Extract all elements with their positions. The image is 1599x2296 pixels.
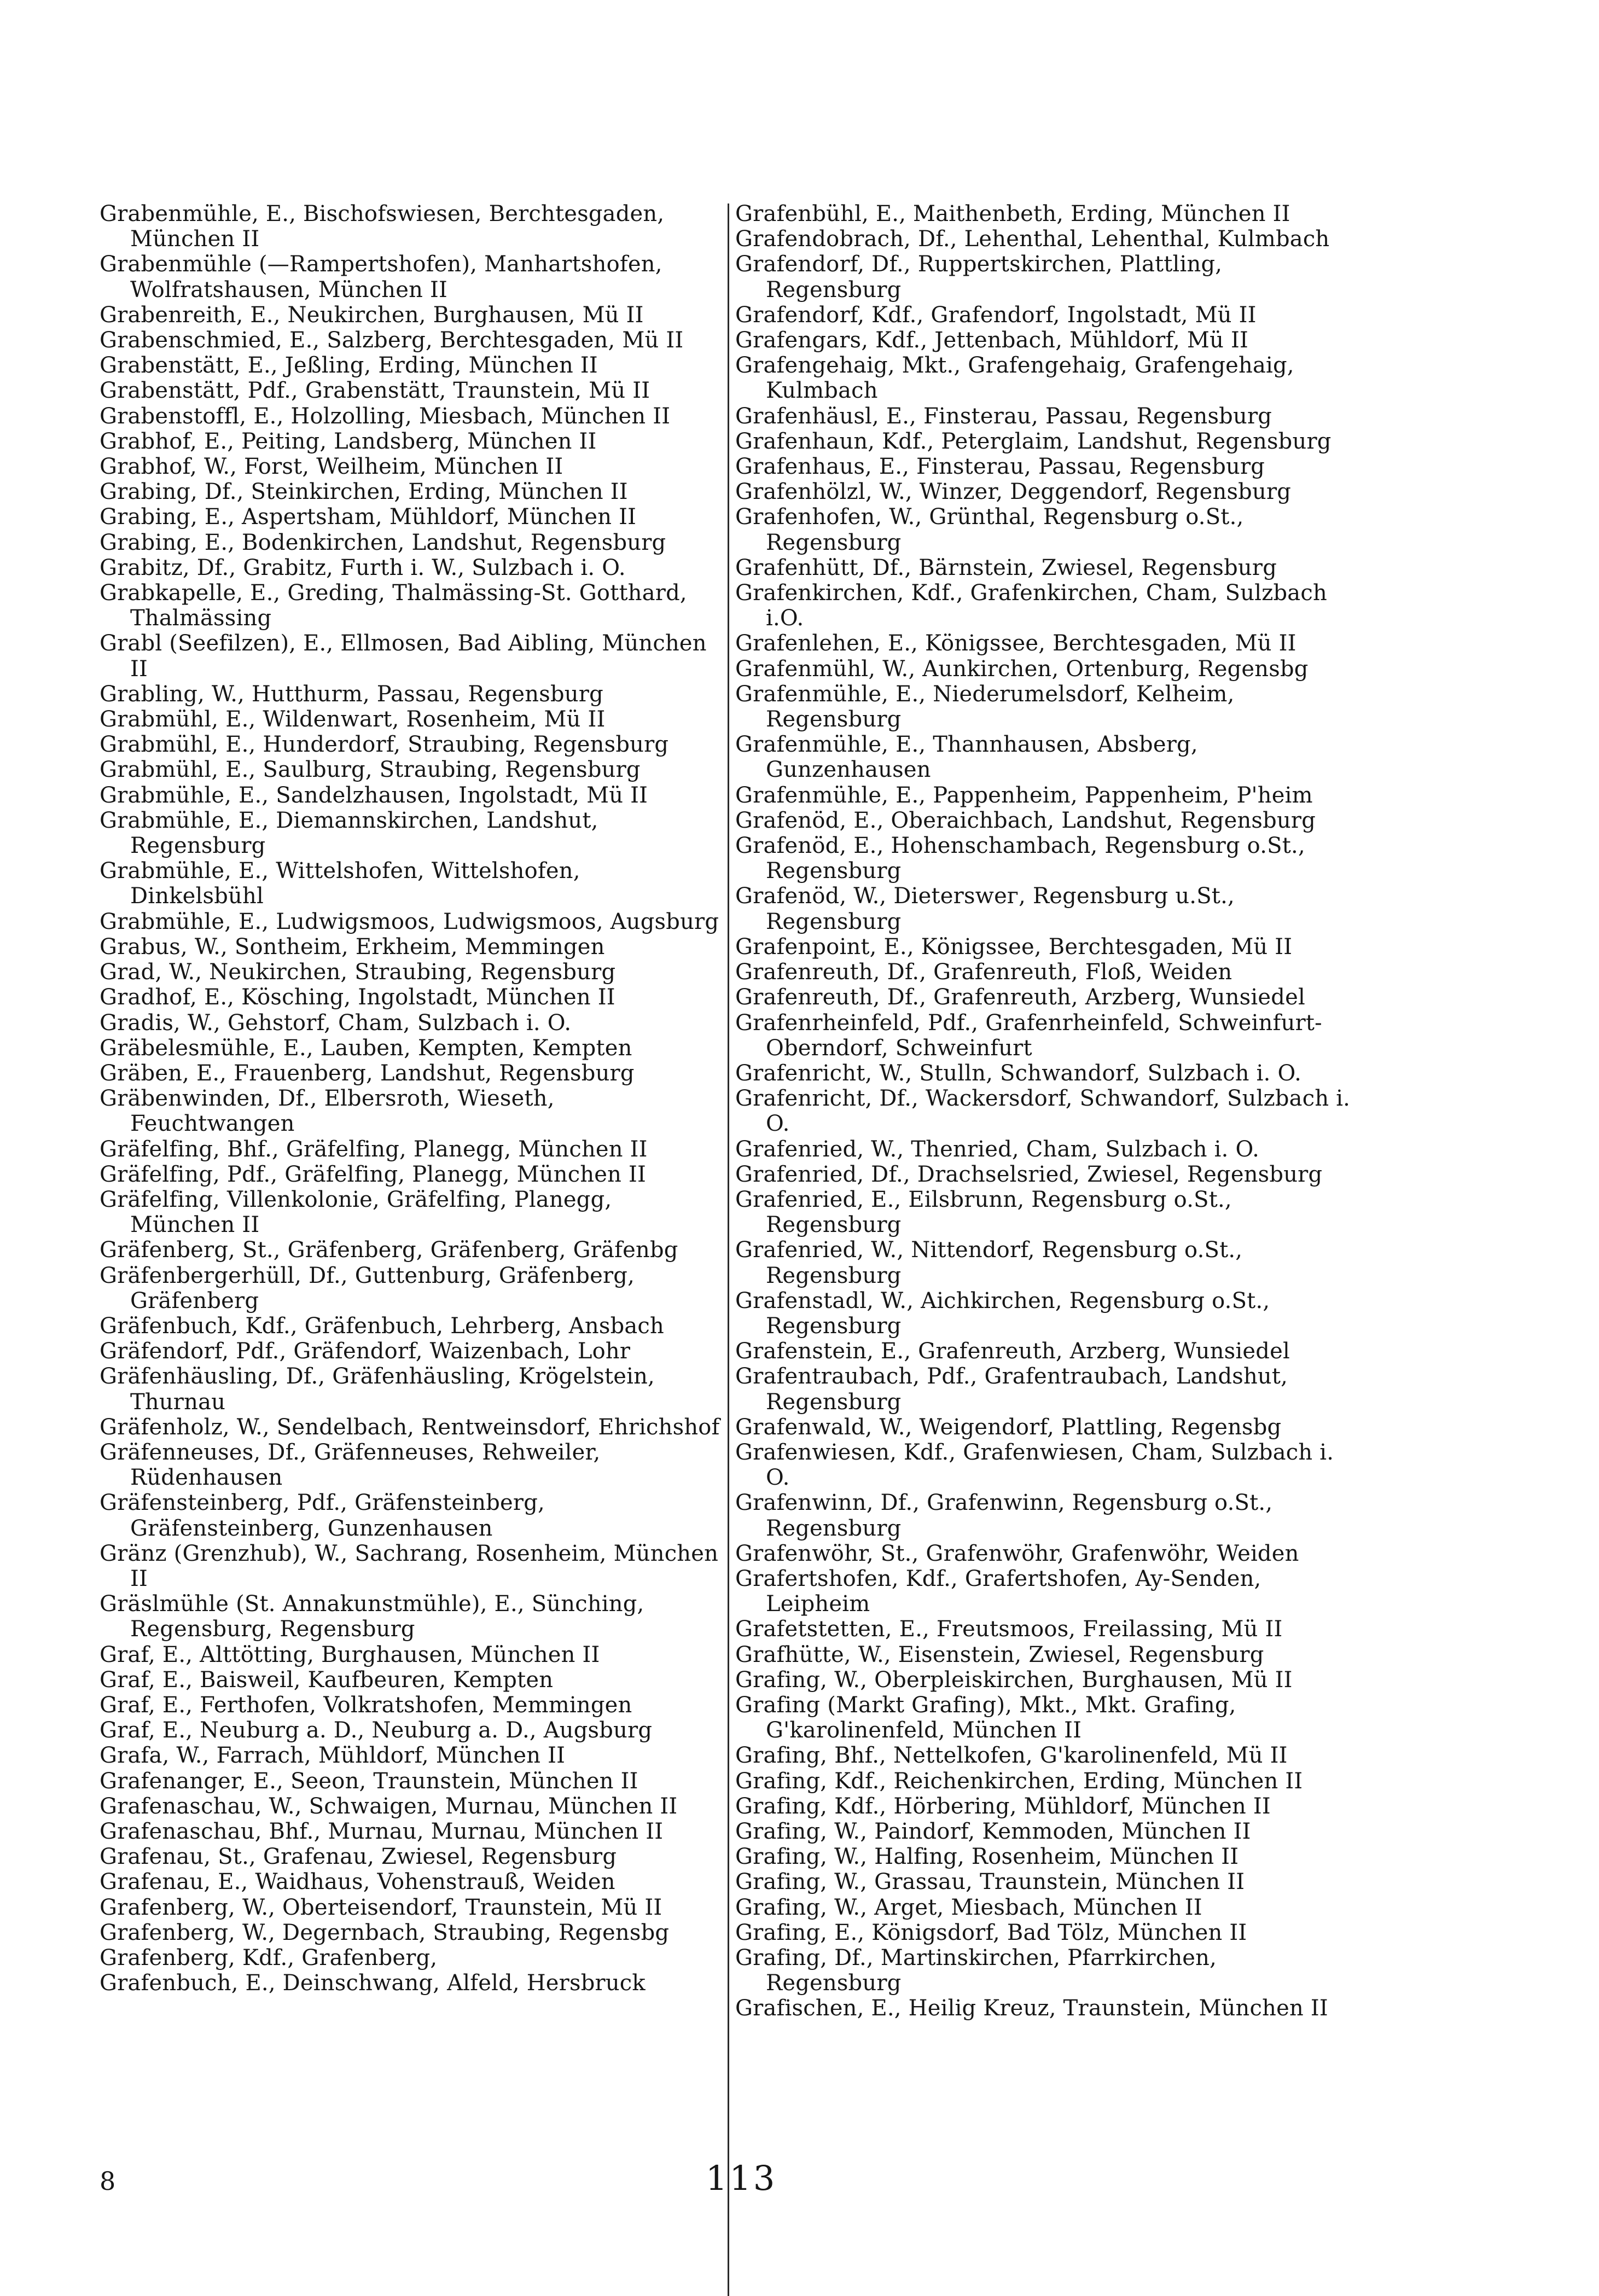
- place-entry: Gräben, E., Frauenberg, Landshut, Regensburg: [100, 1060, 635, 1086]
- place-entry: Grafenaschau, Bhf., Murnau, Murnau, München II: [100, 1819, 664, 1844]
- place-entry: Grabus, W., Sontheim, Erkheim, Memmingen: [100, 934, 605, 960]
- place-entry: Grabmühle, E., Sandelzhausen, Ingolstadt, Mü II: [100, 782, 648, 808]
- place-entry: Grafenried, Df., Drachselsried, Zwiesel, Regensburg: [735, 1161, 1323, 1187]
- place-entry: Grafenöd, W., Dieterswег, Regensburg u.St., Regensburg: [735, 883, 1235, 934]
- place-entry: Grafing, Kdf., Reichenkirchen, Erding, München II: [735, 1768, 1303, 1794]
- place-entry: Grafing, W., Paindorf, Kemmoden, München II: [735, 1819, 1251, 1844]
- place-entry: Grabhof, E., Peiting, Landsberg, München II: [100, 428, 597, 454]
- place-entry: Grafenöd, E., Oberaichbach, Landshut, Regensburg: [735, 807, 1316, 833]
- place-entry: Grabenreith, E., Neukirchen, Burghausen, Mü II: [100, 302, 644, 328]
- place-entry: Grabl (Seefilzen), E., Ellmosen, Bad Aibling, München II: [100, 631, 707, 682]
- place-entry: Grafenhofen, W., Grünthal, Regensburg o.St., Regensburg: [735, 504, 1244, 555]
- place-entry: Grabenschmied, E., Salzberg, Berchtesgaden, Mü II: [100, 328, 684, 353]
- column-divider: [728, 204, 729, 2296]
- place-entry: Grad, W., Neukirchen, Straubing, Regensburg: [100, 960, 616, 985]
- place-entry: Grafing, E., Königsdorf, Bad Tölz, München II: [735, 1920, 1247, 1945]
- place-entry: Grafenberg, Kdf., Grafenberg,: [100, 1945, 438, 1971]
- place-entry: Grabkapelle, E., Greding, Thalmässing-St. Gotthard, Thalmässing: [100, 580, 687, 631]
- place-entry: Grafa, W., Farrach, Mühldorf, München II: [100, 1743, 566, 1769]
- place-entry: Graf, E., Neuburg a. D., Neuburg a. D., Augsburg: [100, 1718, 653, 1743]
- place-entry: Gränz (Grenzhub), W., Sachrang, Rosenheim, München II: [100, 1541, 719, 1591]
- place-entry: Grabitz, Df., Grabitz, Furth i. W., Sulzbach i. O.: [100, 555, 626, 580]
- place-entry: Grabmühl, E., Saulburg, Straubing, Regensburg: [100, 757, 641, 783]
- place-entry: Grafenanger, E., Seeon, Traunstein, München II: [100, 1768, 638, 1794]
- place-entry: Grafenmühl, W., Aunkirchen, Ortenburg, Regensbg: [735, 656, 1309, 682]
- place-entry: Grafentraubach, Pdf., Grafentraubach, Landshut, Regensburg: [735, 1364, 1288, 1415]
- place-entry: Grafenberg, W., Oberteisendorf, Traunstein, Mü II: [100, 1894, 662, 1920]
- place-entry: Grafing, Bhf., Nettelkofen, G'karolinenfeld, Mü II: [735, 1743, 1288, 1769]
- place-entry: Grabing, Df., Steinkirchen, Erding, München II: [100, 479, 628, 505]
- place-entry: Grafenreuth, Df., Grafenreuth, Arzberg, Wunsiedel: [735, 985, 1305, 1010]
- place-entry: Grafenöd, E., Hohenschambach, Regensburg o.St., Regensburg: [735, 833, 1305, 884]
- place-entry: Gräfelfing, Villenkolonie, Gräfelfing, Planegg, München II: [100, 1187, 612, 1238]
- place-entry: Grafenberg, W., Degernbach, Straubing, Regensbg: [100, 1920, 670, 1945]
- place-entry: Grabmühle, E., Diemannskirchen, Landshut, Regensburg: [100, 807, 598, 859]
- place-entry: Grabenmühle (—Rampertshofen), Manhartshofen, Wolfratshausen, München II: [100, 252, 662, 303]
- place-entry: Grafenstadl, W., Aichkirchen, Regensburg o.St., Regensburg: [735, 1288, 1270, 1339]
- place-entry: Gräfelfing, Pdf., Gräfelfing, Planegg, München II: [100, 1161, 647, 1187]
- place-entry: Grafenricht, W., Stulln, Schwandorf, Sulzbach i. O.: [735, 1060, 1302, 1086]
- place-entry: Grafenried, E., Eilsbrunn, Regensburg o.St., Regensburg: [735, 1187, 1232, 1238]
- place-entry: Grafenhaus, E., Finsterau, Passau, Regensburg: [735, 454, 1265, 480]
- place-entry: Grafing, W., Oberpleiskirchen, Burghausen, Mü II: [735, 1667, 1293, 1693]
- signature-mark: 8: [100, 2166, 116, 2196]
- place-entry: Grafenmühle, E., Pappenheim, Pappenheim, P'heim: [735, 782, 1313, 808]
- place-entry: Gräfenbuch, Kdf., Gräfenbuch, Lehrberg, Ansbach: [100, 1313, 664, 1339]
- place-entry: Grafing, W., Arget, Miesbach, München II: [735, 1894, 1202, 1920]
- place-entry: Grafenhaun, Kdf., Peterglaim, Landshut, Regensburg: [735, 428, 1331, 454]
- place-entry: Grabhof, W., Forst, Weilheim, München II: [100, 454, 563, 480]
- place-entry: Grafenwöhr, St., Grafenwöhr, Grafenwöhr, Weiden: [735, 1541, 1299, 1566]
- place-entry: Grafenricht, Df., Wackersdorf, Schwandorf, Sulzbach i. O.: [735, 1086, 1351, 1137]
- place-entry: Grafenreuth, Df., Grafenreuth, Floß, Weiden: [735, 960, 1232, 985]
- place-entry: Grafenwald, W., Weigendorf, Plattling, Regensbg: [735, 1414, 1282, 1440]
- place-entry: Grafenried, W., Nittendorf, Regensburg o.St., Regensburg: [735, 1237, 1243, 1288]
- place-entry: Grafenhäusl, E., Finsterau, Passau, Regensburg: [735, 403, 1272, 429]
- place-entry: Grafenau, St., Grafenau, Zwiesel, Regensburg: [100, 1844, 617, 1870]
- place-entry: Grafenaschau, W., Schwaigen, Murnau, München II: [100, 1793, 678, 1819]
- place-entry: Gradis, W., Gehstorf, Cham, Sulzbach i. O.: [100, 1010, 572, 1036]
- right-column: [735, 201, 1356, 2021]
- place-entry: Gräbenwinden, Df., Elbersroth, Wieseth, Feuchtwangen: [100, 1086, 555, 1137]
- place-entry: Grafetstetten, E., Freutsmoos, Freilassing, Mü II: [735, 1617, 1283, 1642]
- place-entry: Grafenhölzl, W., Winzer, Deggendorf, Regensburg: [735, 479, 1292, 505]
- place-entry: Grafenlehen, E., Königssee, Berchtesgaden, Mü II: [735, 631, 1296, 656]
- place-entry: Gräslmühle (St. Annakunstmühle), E., Sünching, Regensburg, Regensburg: [100, 1591, 644, 1642]
- left-column: [100, 201, 720, 1996]
- place-entry: Gräfenholz, W., Sendelbach, Rentweinsdorf, Ehrichshof: [100, 1414, 720, 1440]
- place-entry: Grafenwiesen, Kdf., Grafenwiesen, Cham, Sulzbach i. O.: [735, 1439, 1334, 1491]
- place-entry: Grabenstätt, Pdf., Grabenstätt, Traunstein, Mü II: [100, 378, 650, 404]
- page-number: 113: [706, 2158, 777, 2198]
- place-entry: Grafertshofen, Kdf., Grafertshofen, Ay-Senden, Leipheim: [735, 1566, 1261, 1617]
- place-entry: Grafenbühl, E., Maithenbeth, Erding, München II: [735, 201, 1290, 226]
- place-entry: Grabmühl, E., Wildenwart, Rosenheim, Mü II: [100, 707, 606, 733]
- place-entry: Grabenmühle, E., Bischofswiesen, Berchtesgaden, München II: [100, 201, 665, 252]
- place-entry: Gradhof, E., Kösching, Ingolstadt, München II: [100, 985, 615, 1010]
- place-entry: Grafenwinn, Df., Grafenwinn, Regensburg o.St., Regensburg: [735, 1490, 1273, 1541]
- place-entry: Grafenmühle, E., Thannhausen, Absberg, Gunzenhausen: [735, 732, 1198, 783]
- place-entry: Grafhütte, W., Eisenstein, Zwiesel, Regensburg: [735, 1642, 1264, 1667]
- place-entry: Gräfenneuses, Df., Gräfenneuses, Rehweiler, Rüdenhausen: [100, 1439, 601, 1491]
- place-entry: Gräfenhäusling, Df., Gräfenhäusling, Krögelstein, Thurnau: [100, 1364, 655, 1415]
- place-entry: Grafenpoint, E., Königssee, Berchtesgaden, Mü II: [735, 934, 1293, 960]
- place-entry: Grabing, E., Bodenkirchen, Landshut, Regensburg: [100, 530, 666, 555]
- place-entry: Grafenkirchen, Kdf., Grafenkirchen, Cham, Sulzbach i.O.: [735, 580, 1327, 631]
- place-entry: Grafengehaig, Mkt., Grafengehaig, Grafengehaig, Kulmbach: [735, 353, 1294, 404]
- place-entry: Grafenried, W., Thenried, Cham, Sulzbach i. O.: [735, 1136, 1260, 1162]
- place-entry: Grafendorf, Df., Ruppertskirchen, Plattling, Regensburg: [735, 252, 1223, 303]
- place-entry: Grafenhütt, Df., Bärnstein, Zwiesel, Regensburg: [735, 555, 1277, 580]
- place-entry: Grabling, W., Hutthurm, Passau, Regensburg: [100, 681, 603, 707]
- place-entry: Grafenbuch, E., Deinschwang, Alfeld, Hersbruck: [100, 1971, 646, 1996]
- place-entry: Grafendobrach, Df., Lehenthal, Lehenthal, Kulmbach: [735, 226, 1330, 252]
- place-entry: Grabmühle, E., Wittelshofen, Wittelshofen, Dinkelsbühl: [100, 858, 580, 909]
- place-entry: Grabing, E., Aspertsham, Mühldorf, München II: [100, 504, 637, 530]
- place-entry: Gräfenberg, St., Gräfenberg, Gräfenberg, Gräfenbg: [100, 1237, 678, 1263]
- place-entry: Graf, E., Baisweil, Kaufbeuren, Kempten: [100, 1667, 554, 1693]
- place-entry: Gräfendorf, Pdf., Gräfendorf, Waizenbach, Lohr: [100, 1339, 631, 1364]
- place-entry: Gräfelfing, Bhf., Gräfelfing, Planegg, München II: [100, 1136, 648, 1162]
- place-entry: Gräfenbergerhüll, Df., Guttenburg, Gräfenberg, Gräfenberg: [100, 1263, 635, 1313]
- place-entry: Grabenstätt, E., Jeßling, Erding, München II: [100, 353, 598, 379]
- place-entry: Gräbelesmühle, E., Lauben, Kempten, Kempten: [100, 1035, 632, 1061]
- place-entry: Grafing, W., Halfing, Rosenheim, München II: [735, 1844, 1239, 1870]
- place-entry: Grabmühle, E., Ludwigsmoos, Ludwigsmoos, Augsburg: [100, 909, 719, 934]
- place-entry: Gräfensteinberg, Pdf., Gräfensteinberg, Gräfensteinberg, Gunzenhausen: [100, 1490, 545, 1541]
- place-entry: Grafing, Kdf., Hörbering, Mühldorf, München II: [735, 1793, 1271, 1819]
- place-entry: Grabenstoffl, E., Holzolling, Miesbach, München II: [100, 403, 671, 429]
- place-entry: Grafing, Df., Martinskirchen, Pfarrkirchen, Regensburg: [735, 1945, 1217, 1996]
- place-entry: Grafenmühle, E., Niederumelsdorf, Kelheim, Regensburg: [735, 681, 1235, 733]
- place-entry: Grafischen, E., Heilig Kreuz, Traunstein, München II: [735, 1996, 1328, 2021]
- place-entry: Grabmühl, E., Hunderdorf, Straubing, Regensburg: [100, 732, 669, 758]
- place-entry: Grafenau, E., Waidhaus, Vohenstrauß, Weiden: [100, 1869, 615, 1895]
- place-entry: Grafenrheinfeld, Pdf., Grafenrheinfeld, Schweinfurt-Oberndorf, Schweinfurt: [735, 1010, 1322, 1061]
- place-entry: Graf, E., Ferthofen, Volkratshofen, Memmingen: [100, 1692, 632, 1718]
- place-entry: Grafing, W., Grassau, Traunstein, München II: [735, 1869, 1245, 1895]
- place-entry: Grafendorf, Kdf., Grafendorf, Ingolstadt, Mü II: [735, 302, 1257, 328]
- place-entry: Grafenstein, E., Grafenreuth, Arzberg, Wunsiedel: [735, 1339, 1290, 1364]
- place-entry: Graf, E., Alttötting, Burghausen, München II: [100, 1642, 600, 1667]
- place-entry: Grafengars, Kdf., Jettenbach, Mühldorf, Mü II: [735, 328, 1248, 353]
- place-entry: Grafing (Markt Grafing), Mkt., Mkt. Grafing, G'karolinenfeld, München II: [735, 1692, 1236, 1743]
